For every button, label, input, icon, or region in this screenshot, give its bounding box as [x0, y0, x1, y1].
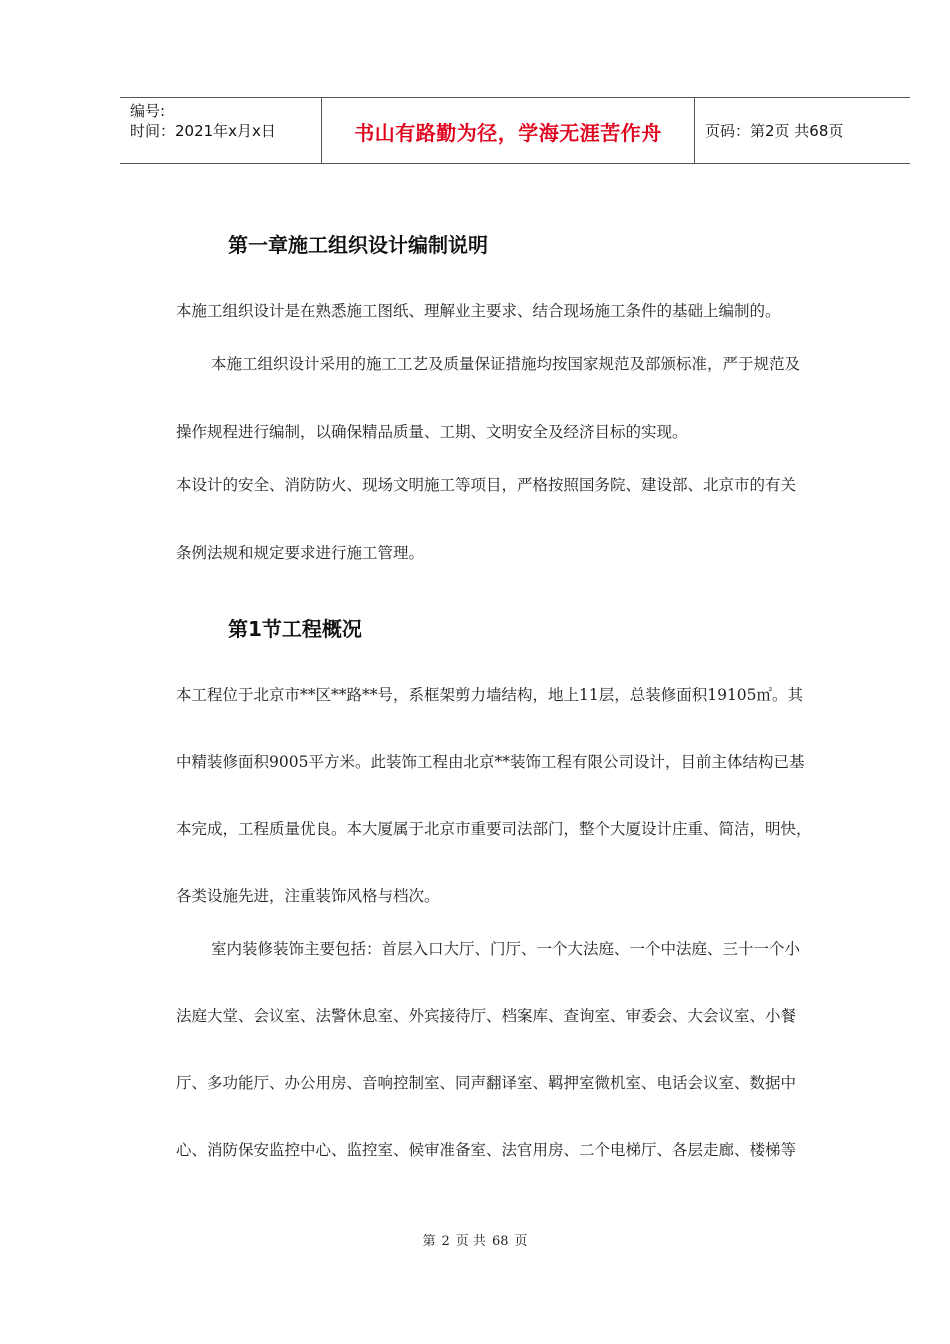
section-line: 各类设施先进，注重装饰风格与档次。 — [176, 887, 440, 905]
time-label: 时间：2021年x月x日 — [130, 122, 276, 140]
section-line: 法庭大堂、会议室、法警休息室、外宾接待厅、档案库、查询室、审委会、大会议室、小餐 — [176, 1007, 797, 1025]
section-line: 厅、多功能厅、办公用房、音响控制室、同声翻译室、羁押室微机室、电话会议室、数据中 — [176, 1074, 797, 1092]
section-line: 中精装修面积9005平方米。此装饰工程由北京**装饰工程有限公司设计，目前主体结构已基 — [176, 753, 805, 771]
section-line: 本完成，工程质量优良。本大厦属于北京市重要司法部门，整个大厦设计庄重、简洁，明快， — [176, 820, 812, 838]
header-page-label: 页码：第2页 共68页 — [705, 122, 844, 140]
footer-page-number: 2 — [441, 1234, 450, 1249]
intro-line: 本设计的安全、消防防火、现场文明施工等项目，严格按照国务院、建设部、北京市的有关 — [176, 476, 797, 494]
header-meta — [120, 98, 321, 163]
section-title: 第1节工程概况 — [228, 617, 362, 641]
intro-line: 本施工组织设计是在熟悉施工图纸、理解业主要求、结合现场施工条件的基础上编制的。 — [176, 302, 781, 320]
footer-total-pages: 68 — [491, 1234, 509, 1249]
footer-suffix: 页 — [514, 1234, 528, 1249]
intro-line: 操作规程进行编制，以确保精品质量、工期、文明安全及经济目标的实现。 — [176, 423, 688, 441]
intro-line: 条例法规和规定要求进行施工管理。 — [176, 544, 425, 562]
section-line: 室内装修装饰主要包括：首层入口大厅、门厅、一个大法庭、一个中法庭、三十一个小 — [211, 940, 801, 958]
intro-line: 本施工组织设计采用的施工工艺及质量保证措施均按国家规范及部颁标准，严于规范及 — [211, 355, 801, 373]
section-line: 本工程位于北京市**区**路**号，系框架剪力墙结构，地上11层，总装修面积19105㎡。其 — [176, 686, 804, 704]
chapter-title: 第一章施工组织设计编制说明 — [228, 233, 488, 257]
number-label: 编号: — [130, 102, 166, 120]
section-line: 心、消防保安监控中心、监控室、候审准备室、法官用房、二个电梯厅、各层走廊、楼梯等 — [176, 1141, 797, 1159]
footer-mid: 页 共 — [455, 1234, 486, 1249]
document-header — [120, 97, 910, 164]
page-footer — [0, 1230, 950, 1249]
footer-prefix: 第 — [422, 1234, 436, 1249]
header-motto: 书山有路勤为径，学海无涯苦作舟 — [321, 98, 695, 163]
